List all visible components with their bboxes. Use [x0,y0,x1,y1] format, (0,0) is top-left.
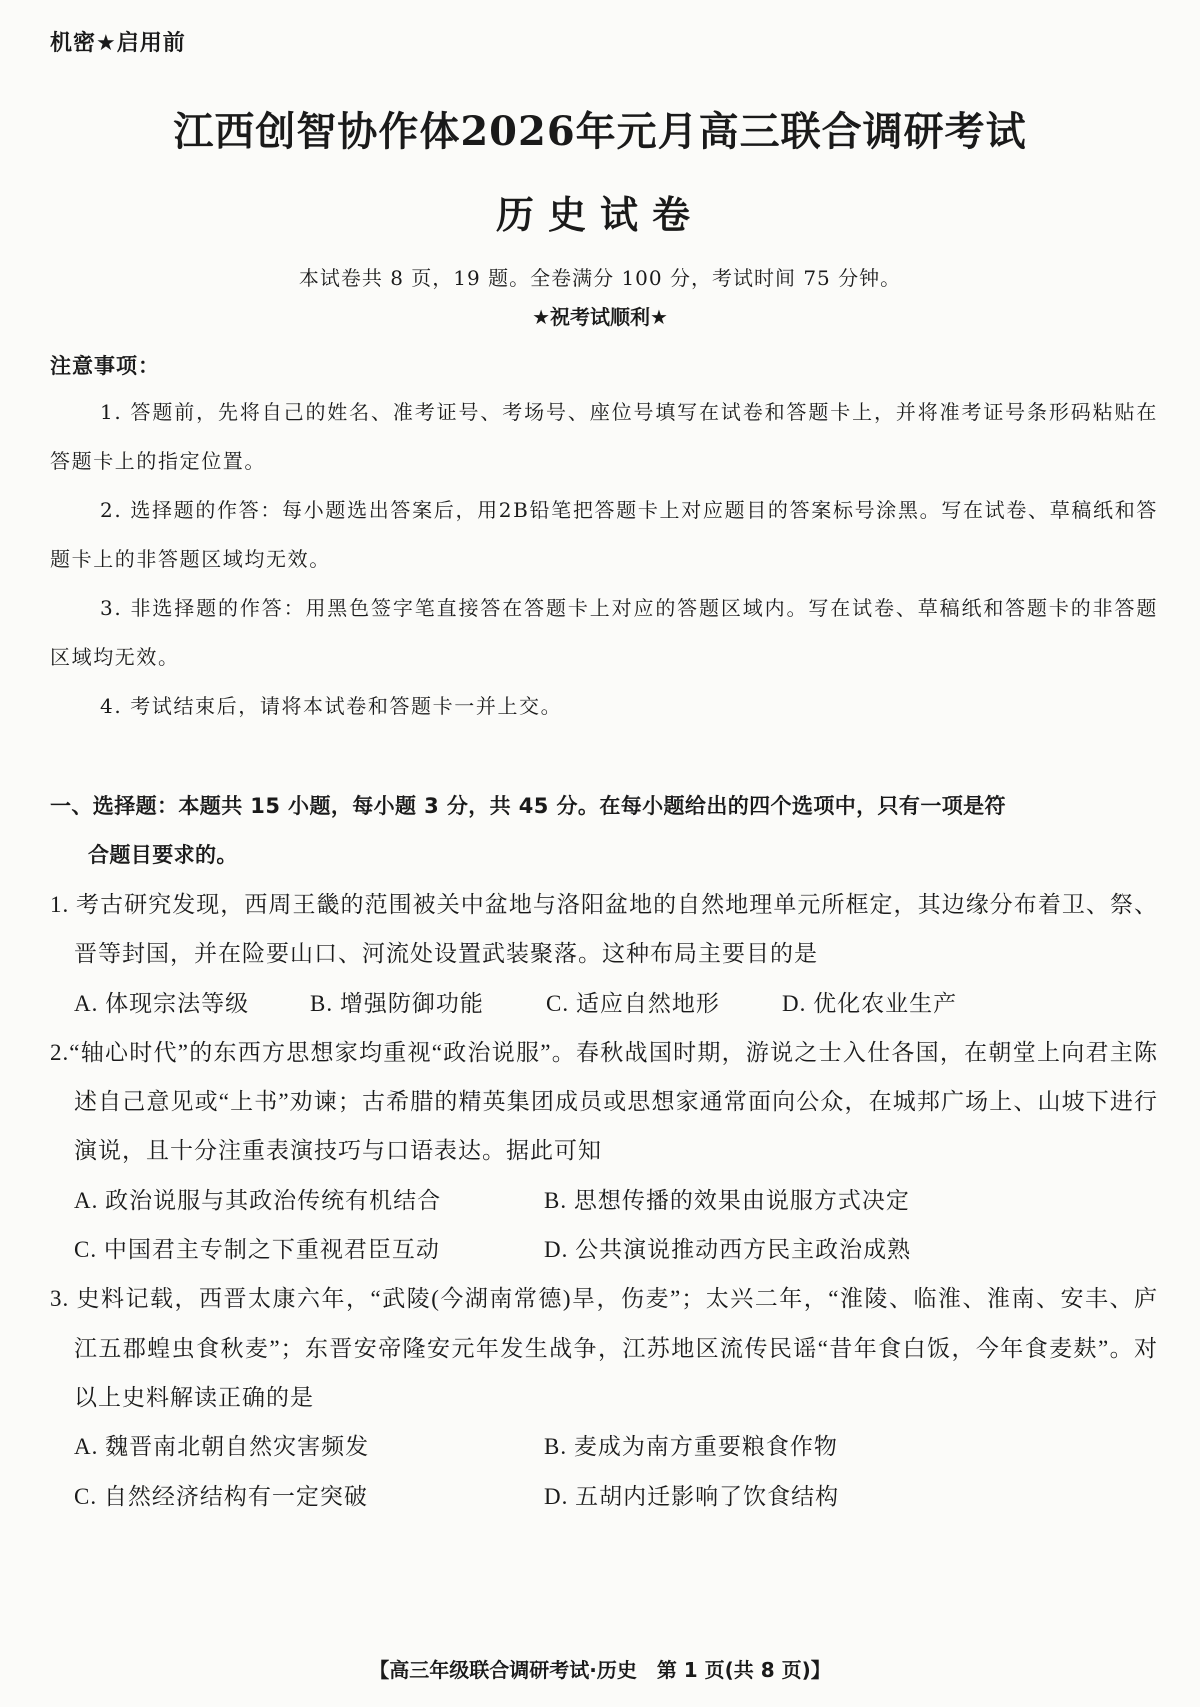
option-b: B. 麦成为南方重要粮食作物 [544,1434,838,1460]
option-d: D. 优化农业生产 [782,990,958,1016]
notice-heading: 注意事项： [50,354,160,378]
notice-item: 3. 非选择题的作答：用黑色签字笔直接答在答题卡上对应的答题区域内。写在试卷、草稿纸和答题卡的非答题区域均无效。 [50,596,1158,669]
option-b: B. 思想传播的效果由说服方式决定 [544,1187,910,1213]
notice-item: 1. 答题前，先将自己的姓名、准考证号、考场号、座位号填写在试卷和答题卡上，并将准考证号条形码粘贴在答题卡上的指定位置。 [50,400,1158,473]
option-c: C. 自然经济结构有一定突破 [74,1483,368,1509]
question-1 [50,880,1158,1028]
option-c: C. 中国君主专制之下重视君臣互动 [74,1237,440,1263]
section-heading-line1: 一、选择题：本题共 15 小题，每小题 3 分，共 45 分。在每小题给出的四个选项中，只有一项是符 [50,794,1006,818]
good-luck-line: ★祝考试顺利★ [532,305,668,329]
secrecy-mark: 机密★启用前 [50,31,186,56]
exam-subject: 历史试卷 [495,192,704,237]
section-heading-line2: 合题目要求的。 [88,843,238,867]
option-a: A. 魏晋南北朝自然灾害频发 [74,1434,370,1460]
exam-info: 本试卷共 8 页，19 题。全卷满分 100 分，考试时间 75 分钟。 [298,266,902,290]
question-stem: 3. 史料记载，西晋太康六年，“武陵(今湖南常德)旱，伤麦”；太兴二年，“淮陵、临淮、淮南、安丰、庐江五郡蝗虫食秋麦”；东晋安帝隆安元年发生战争，江苏地区流传民谣“昔年食白饭，今年食麦麸”。对以上史料解读正确的是 [50,1286,1158,1410]
option-a: A. 政治说服与其政治传统有机结合 [74,1187,442,1213]
section-heading [50,782,1158,880]
option-c: C. 适应自然地形 [546,990,720,1016]
notice-item: 4. 考试结束后，请将本试卷和答题卡一并上交。 [100,694,563,718]
option-b: B. 增强防御功能 [310,990,484,1016]
question-list [50,880,1158,1521]
question-3 [50,1274,1158,1520]
option-list [50,1422,1158,1521]
option-d: D. 五胡内迁影响了饮食结构 [544,1483,840,1509]
question-stem: 2.“轴心时代”的东西方思想家均重视“政治说服”。春秋战国时期，游说之士入仕各国，在朝堂上向君主陈述自己意见或“上书”劝谏；古希腊的精英集团成员或思想家通常面向公众，在城邦广场上、山坡下进行演说，且十分注重表演技巧与口语表达。据此可知 [50,1039,1158,1164]
question-stem: 1. 考古研究发现，西周王畿的范围被关中盆地与洛阳盆地的自然地理单元所框定，其边缘分布着卫、祭、晋等封国，并在险要山口、河流处设置武装聚落。这种布局主要目的是 [50,892,1158,967]
option-d: D. 公共演说推动西方民主政治成熟 [544,1237,912,1263]
page-footer: 【高三年级联合调研考试·历史 第 1 页(共 8 页)】 [369,1658,831,1682]
option-list [50,979,1158,1028]
option-a: A. 体现宗法等级 [74,990,250,1016]
question-2 [50,1028,1158,1274]
notice-item: 2. 选择题的作答：每小题选出答案后，用2B铅笔把答题卡上对应题目的答案标号涂黑。写在试卷、草稿纸和答题卡上的非答题区域均无效。 [50,498,1158,571]
option-list [50,1176,1158,1275]
notice-list [50,388,1158,731]
exam-title: 江西创智协作体2026年元月高三联合调研考试 [173,108,1027,155]
